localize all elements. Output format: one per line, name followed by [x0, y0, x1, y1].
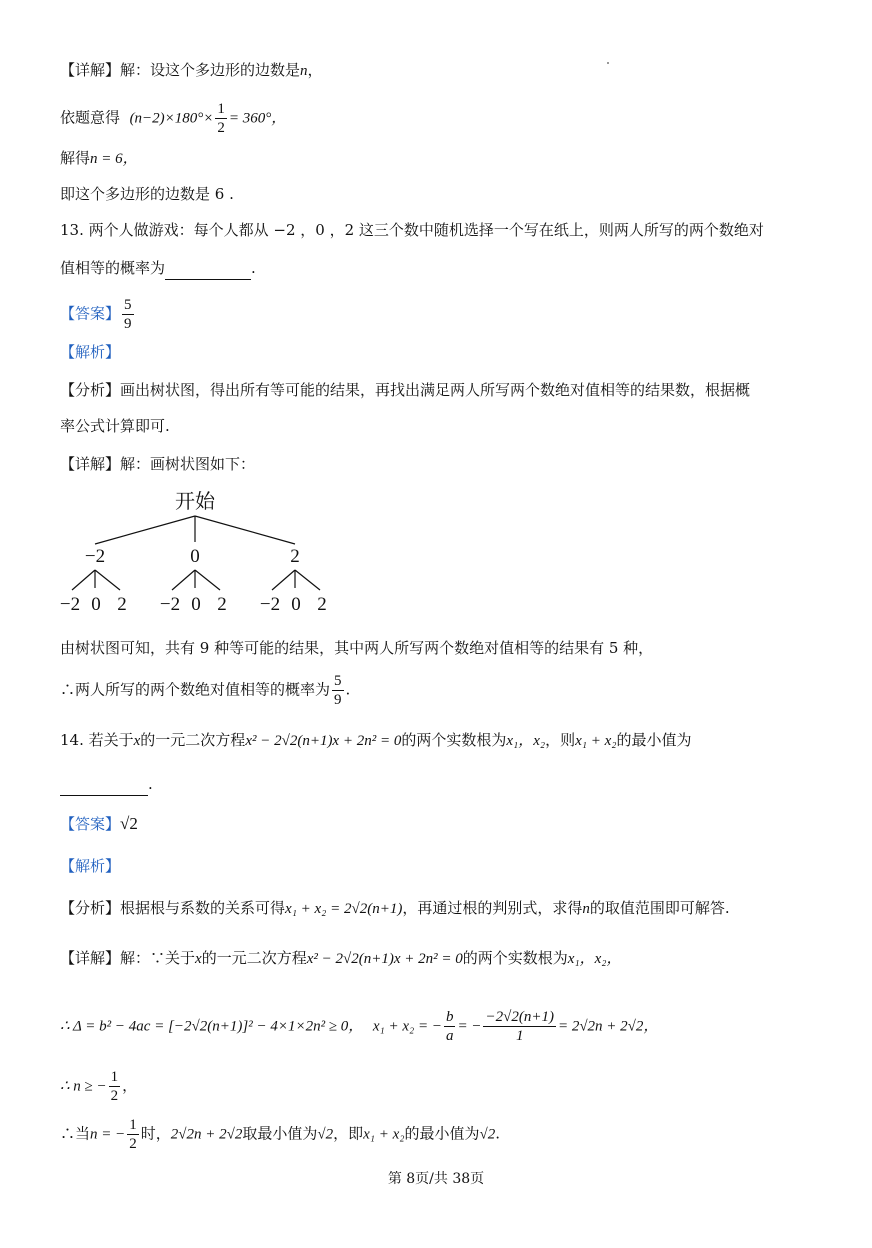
tree-node-level1: 0	[190, 546, 200, 567]
fraction: $\frac{1}{2}$	[217, 101, 225, 136]
q13-question-line2: 值相等的概率为 .	[60, 256, 256, 280]
q12-line3: 解得n = 6，	[60, 149, 138, 167]
fraction: $\frac{5}{9}$	[334, 673, 342, 708]
tree-leaf: −2	[259, 594, 281, 615]
tree-node-level1: −2	[84, 546, 106, 567]
tree-leaf: −2	[159, 594, 181, 615]
q14-inequality: ∴ n ≥ − $\frac{1}{2}$ ，	[60, 1069, 138, 1104]
tree-leaf: 2	[217, 594, 227, 615]
speck	[607, 62, 609, 64]
tree-leaf: 0	[191, 594, 201, 615]
answer-fraction: $\frac{5}{9}$	[124, 297, 132, 332]
q13-conclusion1: 由树状图可知，共有 9 种等可能的结果，其中两人所写两个数绝对值相等的结果有 5 种，	[60, 639, 654, 657]
q13-fenxi-line2: 率公式计算即可.	[60, 417, 170, 435]
tree-node-level1: 2	[290, 546, 300, 567]
tree-leaf: −2	[59, 594, 81, 615]
q12-line2: 依题意得 (n−2)×180°× $\frac{1}{2}$ = 360°，	[60, 101, 287, 136]
q13-analysis-tag: 【解析】	[60, 343, 121, 361]
tree-leaf: 2	[317, 594, 327, 615]
q13-conclusion2: ∴两人所写的两个数绝对值相等的概率为 $\frac{5}{9}$ .	[60, 673, 351, 708]
tree-leaf: 0	[91, 594, 101, 615]
q14-analysis-tag: 【解析】	[60, 857, 121, 875]
fraction: $\frac{1}{2}$	[129, 1117, 137, 1152]
q13-fenxi: 【分析】画出树状图，得出所有等可能的结果，再找出满足两人所写两个数绝对值相等的结果数，根据概	[60, 381, 751, 399]
fraction: $\frac{b}{a}$	[445, 1009, 454, 1044]
tree-leaf: 2	[117, 594, 127, 615]
q13-question: 13. 两个人做游戏：每个人都从 −2 ，0 ，2 这三个数中随机选择一个写在纸上，则两人所写的两个数绝对	[60, 221, 764, 239]
page-footer: 第 8页/共 38页	[387, 1171, 485, 1187]
answer-tag: 【答案】	[60, 815, 121, 833]
q13-answer	[60, 296, 136, 333]
q14-detail: 【详解】解：∵关于x的一元二次方程x² − 2√2(n+1)x + 2n² = 0的两个实数根为x₁，x₂，	[60, 949, 622, 967]
fraction: $\frac{1}{2}$	[110, 1069, 119, 1104]
q12-line1: 【详解】解：设这个多边形的边数是n，	[60, 61, 323, 79]
q14-final: ∴当n = − $\frac{1}{2}$ 时，2√2n + 2√2取最小值为√2，即x₁ + x₂的最小值为√2.	[60, 1117, 501, 1152]
fraction: $\frac{-2√2(n+1)}{1}$	[485, 1009, 554, 1044]
q14-discriminant: ∴ Δ = b² − 4ac = [−2√2(n+1)]² − 4×1×2n² ≥ 0， x₁ + x₂ = − $\frac{b}{a}$ = − $\frac{-2√2(n+1)}{1}$ = 2√2n + 2√2，	[60, 1009, 659, 1044]
tree-diagram	[52, 484, 342, 620]
q14-question: 14. 若关于x的一元二次方程x² − 2√2(n+1)x + 2n² = 0的两个实数根为x₁，x₂，则x₁ + x₂的最小值为	[60, 731, 692, 749]
tree-leaf: 0	[291, 594, 301, 615]
q14-fenxi: 【分析】根据根与系数的关系可得x₁ + x₂ = 2√2(n+1)，再通过根的判别式，求得n的取值范围即可解答.	[60, 899, 730, 917]
answer-blank	[60, 779, 148, 796]
tree-root: 开始	[175, 491, 215, 513]
answer-blank	[165, 263, 251, 280]
detail-tag: 【详解】	[60, 61, 121, 79]
q14-answer: 【答案】√2	[60, 814, 138, 833]
q14-question-line2: .	[60, 772, 153, 796]
answer-tag: 【答案】	[60, 304, 121, 323]
q12-line4: 即这个多边形的边数是 6 .	[60, 185, 234, 203]
q13-detail: 【详解】解：画树状图如下：	[60, 455, 256, 473]
